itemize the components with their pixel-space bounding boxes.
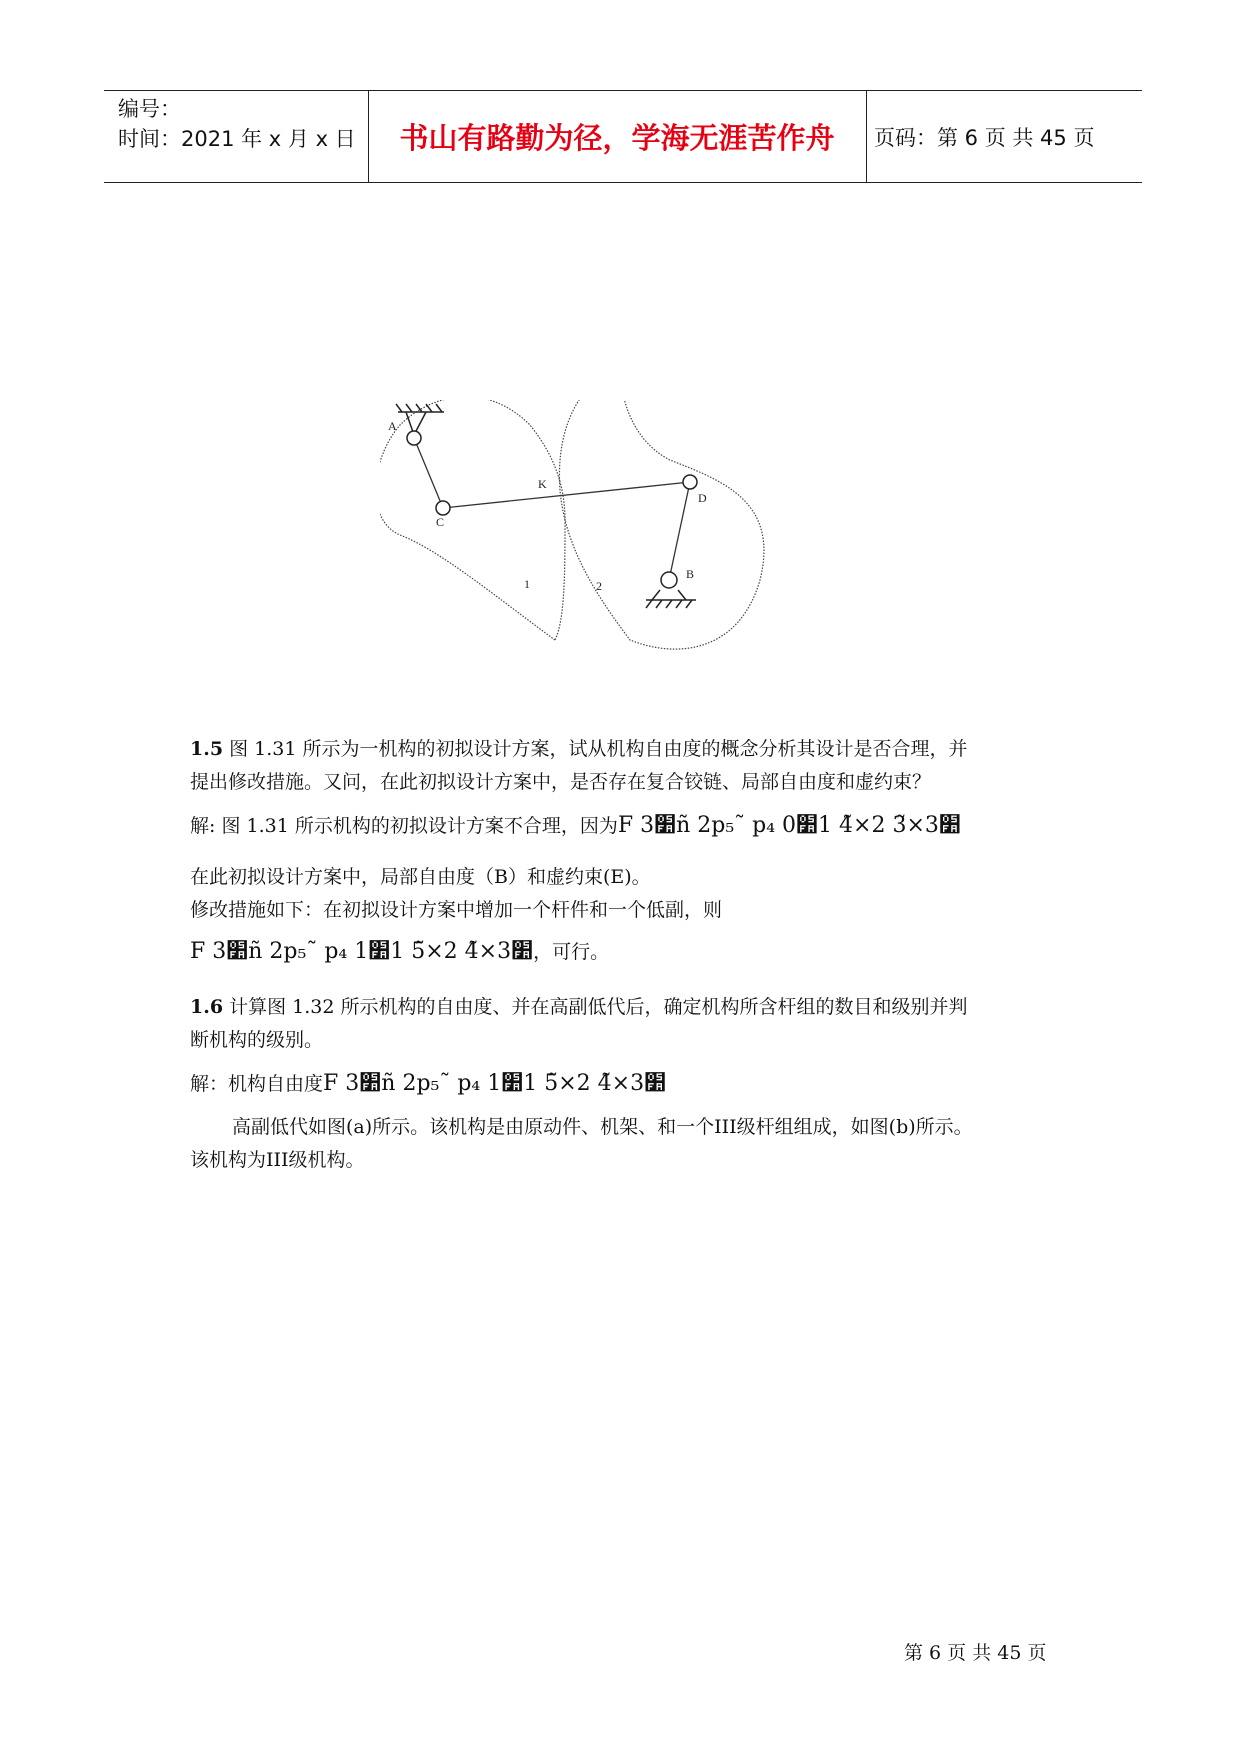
link-cd [443,482,690,508]
problem-1-5-note2: 修改措施如下：在初拟设计方案中增加一个杆件和一个低副，则 [190,899,723,921]
problem-1-5-note1: 在此初拟设计方案中，局部自由度（B）和虚约束(E)。 [190,866,651,888]
label-a: A [388,419,397,433]
problem-1-6-line2: 断机构的级别。 [190,1029,324,1051]
label-k: K [538,477,547,491]
header-meta [118,94,356,154]
problem-1-5-solution: 解: 图 1.31 所示机构的初拟设计方案不合理，因为F ׺3ñ 2p₅˜ p₄ ׺3×3̃ 2×4̃ 1׺0 [190,813,961,838]
mechanism-figure [380,400,860,730]
header-divider-left [368,90,369,183]
problem-1-5 [190,733,1070,969]
formula-1: F ׺3ñ 2p₅˜ p₄ ׺3×3̃ 2×4̃ 1׺0 [617,813,961,838]
label-d: D [698,491,707,505]
formula-2: F ׺3ñ 2p₅˜ p₄ ׺3×4̃ 2×5̃ 1׺1 [190,939,534,964]
problem-1-6-para2: 该机构为III级机构。 [190,1149,365,1171]
link-db [669,482,690,580]
label-2: 2 [596,579,602,593]
problem-1-6-para1: 高副低代如图(a)所示。该机构是由原动件、机架、和一个III级杆组组成，如图(b)所示。 [232,1116,973,1138]
problem-1-5-formula2-line: F ׺3ñ 2p₅˜ p₄ ׺3×4̃ 2×5̃ 1׺1，可行。 [190,939,610,964]
header-page-info: 页码：第 6 页 共 45 页 [874,125,1095,150]
problem-1-6-solution: 解：机构自由度F ׺3ñ 2p₅˜ p₄ ׺3×4̃ 2×5̃ 1׺1 [190,1071,667,1096]
problem-1-6 [190,991,1070,1177]
formula-3: F ׺3ñ 2p₅˜ p₄ ׺3×4̃ 2×5̃ 1׺1 [323,1071,667,1096]
page-header [104,90,1142,183]
link-ac [414,438,443,508]
label-b: B [686,567,695,581]
time-label: 时间：2021 年 x 月 x 日 [118,127,356,151]
joint-c [436,501,450,515]
label-c: C [436,515,445,529]
header-divider-right [866,90,867,183]
problem-1-6-title: 1.6 [190,996,224,1018]
header-motto: 书山有路勤为径，学海无涯苦作舟 [399,121,835,155]
problem-1-5-line1: 1.5 图 1.31 所示为一机构的初拟设计方案，试从机构自由度的概念分析其设计是否合理，并 [190,738,968,760]
problem-1-6-line1: 1.6 计算图 1.32 所示机构的自由度、并在高副低代后，确定机构所含杆组的数目和级别并判 [190,996,968,1018]
joint-d [683,475,697,489]
joint-a [407,431,421,445]
cam-2-outline [559,400,763,649]
problem-1-5-title: 1.5 [190,738,224,760]
page-footer: 第 6 页 共 45 页 [904,1642,1047,1664]
doc-number-label: 编号： [118,97,181,121]
joint-b [661,572,677,588]
problem-1-5-line2: 提出修改措施。又问，在此初拟设计方案中，是否存在复合铰链、局部自由度和虚约束？ [190,771,932,793]
label-1: 1 [524,577,530,591]
